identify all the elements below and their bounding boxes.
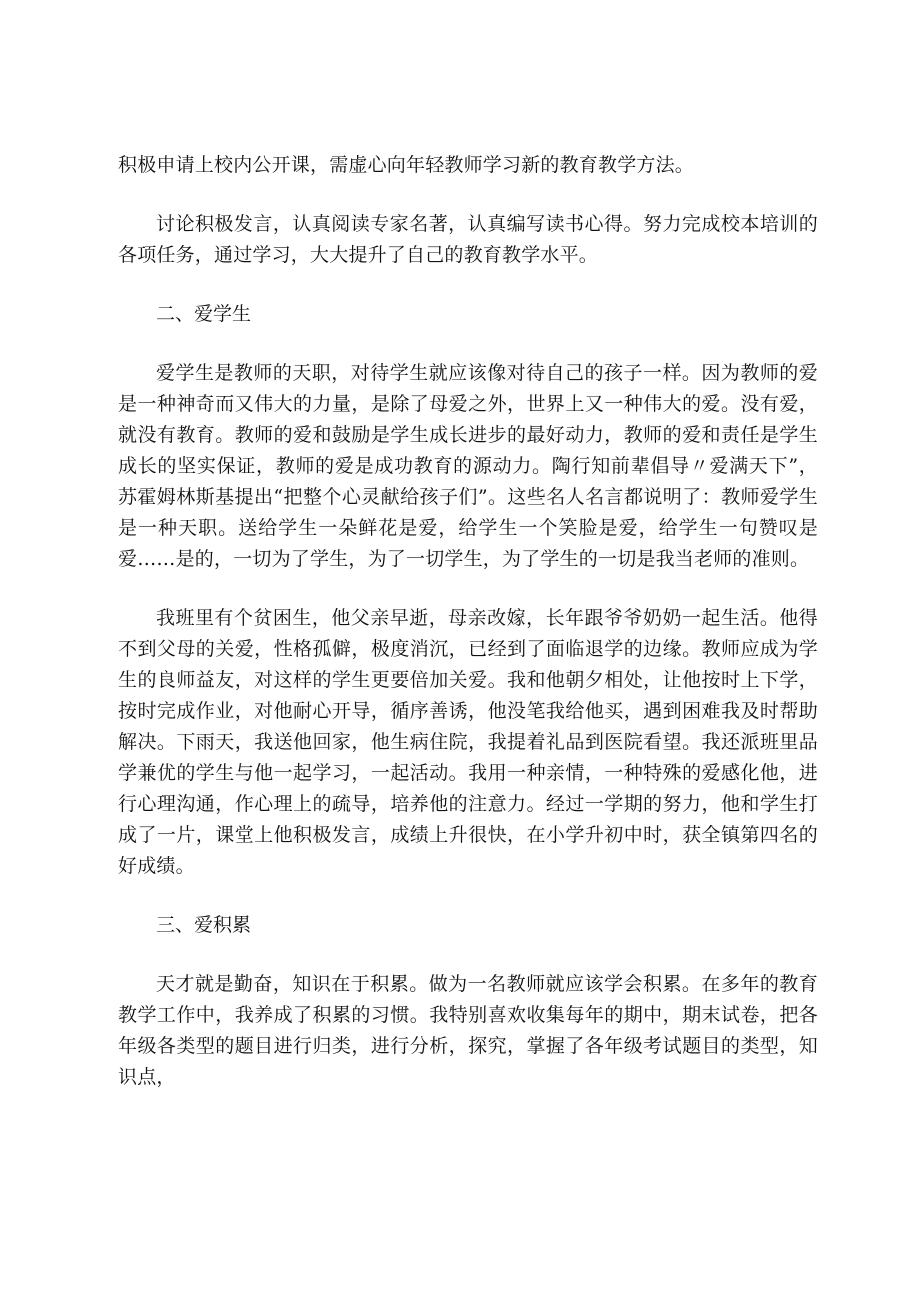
paragraph-4: 我班里有个贫困生，他父亲早逝，母亲改嫁，长年跟爷爷奶奶一起生活。他得不到父母的关爱，性格孤僻，极度消沉，已经到了面临退学的边缘。教师应成为学生的良师益友，对这样的学生更要倍加关爱。我和他朝夕相处，让他按时上下学，按时完成作业，对他耐心开导，循序善诱，他没笔我给他买，遇到困难我及时帮助解决。下雨天，我送他回家，他生病住院，我提着礼品到医院看望。我还派班里品学兼优的学生与他一起学习，一起活动。我用一种亲情，一种特殊的爱感化他，进行心理沟通，作心理上的疏导，培养他的注意力。经过一学期的努力，他和学生打成了一片，课堂上他积极发言，成绩上升很快，在小学升初中时，获全镇第四名的好成绩。 [118, 607, 818, 877]
section-heading-love-students: 二、爱学生 [156, 303, 252, 325]
paragraph-1: 积极申请上校内公开课，需虚心向年轻教师学习新的教育教学方法。 [118, 154, 695, 176]
paragraph-gap [118, 882, 818, 910]
paragraph-gap [118, 181, 818, 209]
paragraph-3: 爱学生是教师的天职，对待学生就应该像对待自己的孩子一样。因为教师的爱是一种神奇而又伟大的力量，是除了母爱之外，世界上又一种伟大的爱。没有爱，就没有教育。教师的爱和鼓励是学生成长进步的最好动力，教师的爱和责任是学生成长的坚实保证，教师的爱是成功教育的源动力。陶行知前辈倡导〃爱满天下”，苏霍姆林斯基提出“把整个心灵献给孩子们”。这些名人名言都说明了：教师爱学生是一种天职。送给学生一朵鲜花是爱，给学生一个笑脸是爱，给学生一句赞叹是爱……是的，一切为了学生，为了一切学生，为了学生的一切是我当老师的准则。 [118, 362, 818, 570]
paragraph-2: 讨论积极发言，认真阅读专家名著，认真编写读书心得。努力完成校本培训的各项任务，通过学习，大大提升了自己的教育教学水平。 [118, 213, 818, 266]
paragraph-gap [118, 941, 818, 969]
paragraph-5: 天才就是勤奋，知识在于积累。做为一名教师就应该学会积累。在多年的教育教学工作中，我养成了积累的习惯。我特别喜欢收集每年的期中，期末试卷，把各年级各类型的题目进行归类，进行分析，探究，掌握了各年级考试题目的类型，知识点， [118, 973, 818, 1088]
paragraph-gap [118, 575, 818, 603]
paragraph-gap [118, 330, 818, 358]
section-heading-love-accumulation: 三、爱积累 [156, 914, 252, 936]
paragraph-gap [118, 271, 818, 299]
document-body [118, 150, 818, 1093]
